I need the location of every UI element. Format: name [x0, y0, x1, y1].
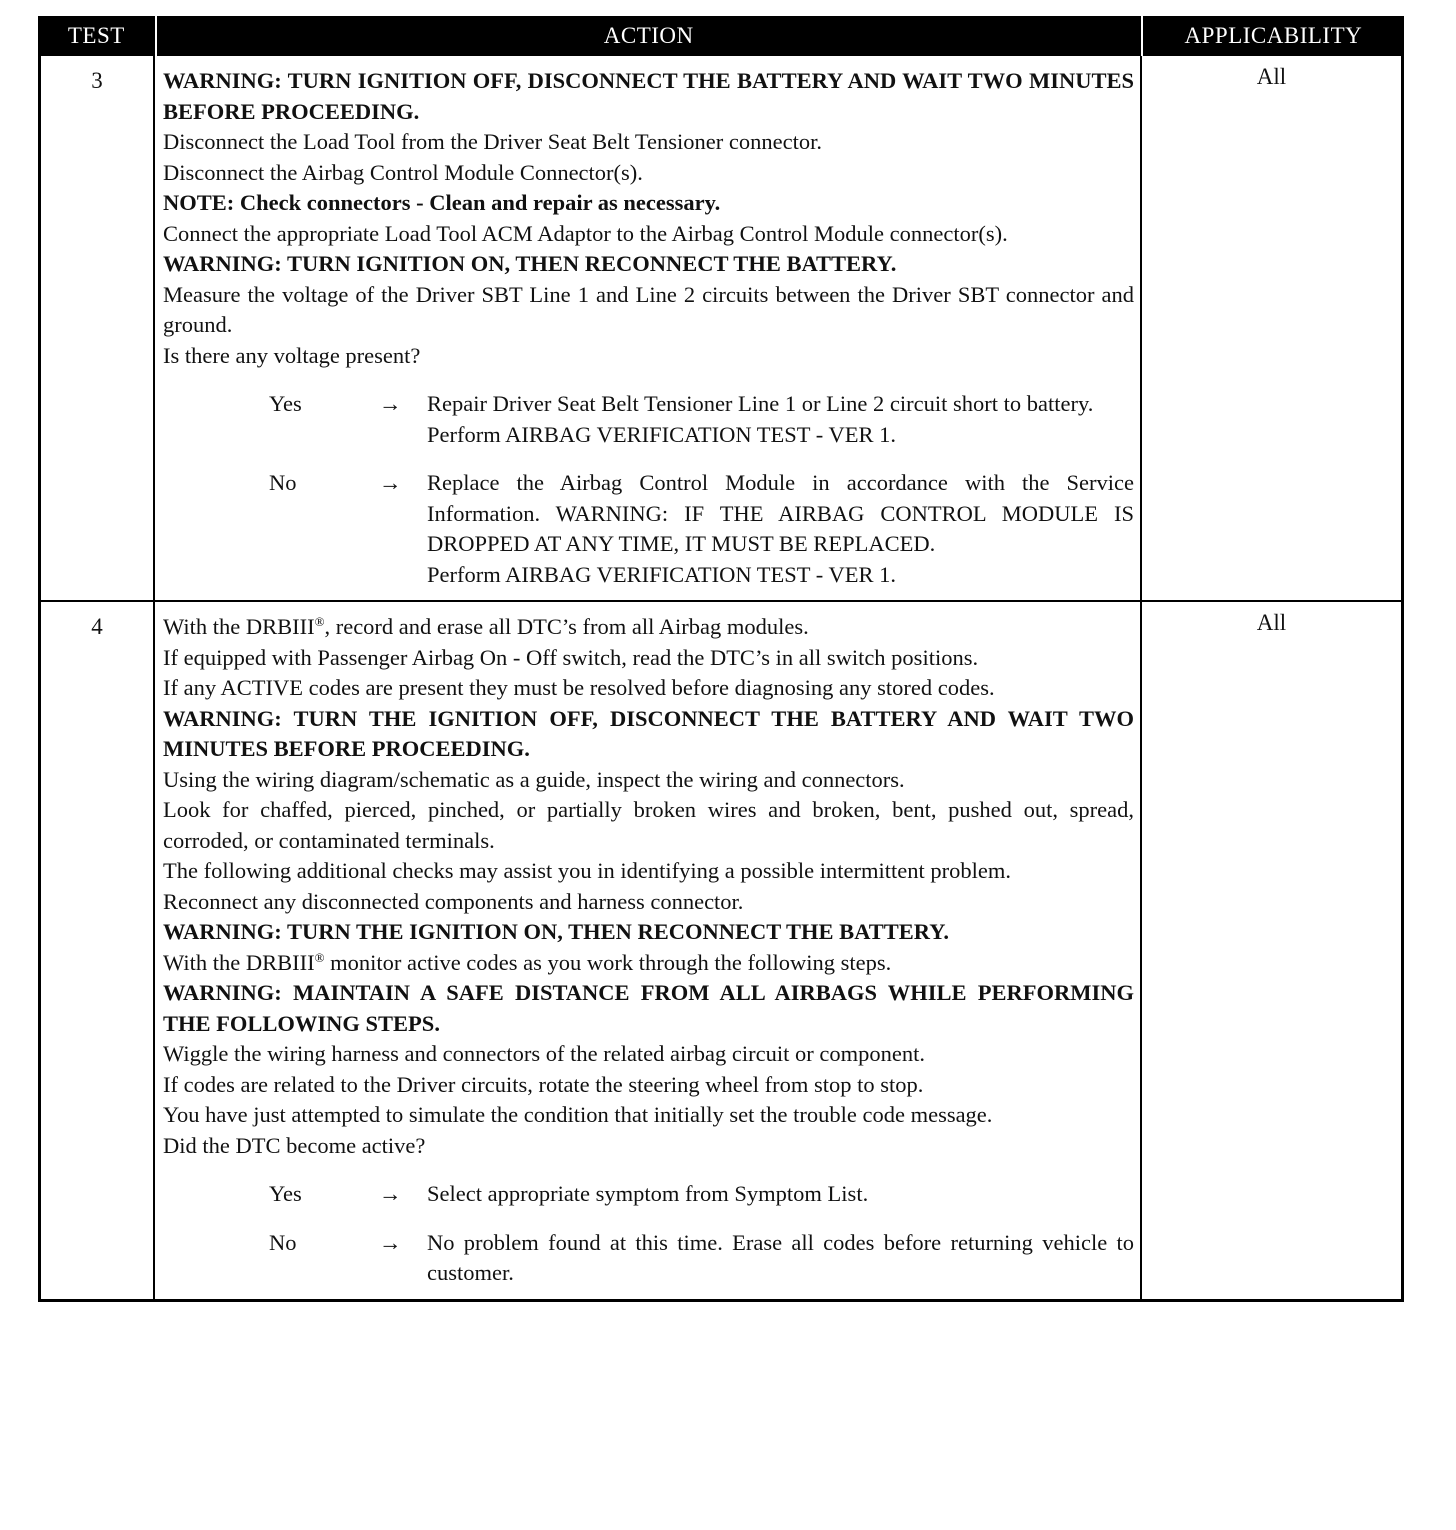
- answer-line: Perform AIRBAG VERIFICATION TEST - VER 1.: [427, 561, 896, 587]
- table-header: [38, 16, 1404, 56]
- warning-text: WARNING: MAINTAIN A SAFE DISTANCE FROM ALL AIRBAGS WHILE PERFORMING THE FOLLOWING STEPS.: [163, 980, 1134, 1036]
- registered-mark: ®: [314, 949, 325, 965]
- answer-no: [163, 1228, 1134, 1289]
- registered-mark: ®: [314, 614, 325, 629]
- instruction-text: The following additional checks may assist you in identifying a possible intermittent problem.: [163, 858, 1011, 883]
- answer-yes: [163, 389, 1134, 450]
- applicability-cell: All: [1256, 610, 1287, 635]
- answer-line: Select appropriate symptom from Symptom List.: [427, 1181, 869, 1206]
- warning-text: WARNING: TURN THE IGNITION ON, THEN RECONNECT THE BATTERY.: [163, 919, 950, 944]
- answer-label: Yes: [269, 391, 302, 416]
- answer-line: Repair Driver Seat Belt Tensioner Line 1 or Line 2 circuit short to battery.: [427, 391, 1094, 416]
- instruction-text: If any ACTIVE codes are present they must be resolved before diagnosing any stored codes.: [163, 675, 995, 700]
- warning-text: NOTE: Check connectors - Clean and repair as necessary.: [163, 190, 721, 215]
- instruction-text: Using the wiring diagram/schematic as a guide, inspect the wiring and connectors.: [163, 766, 905, 792]
- instruction-text: Is there any voltage present?: [163, 342, 421, 368]
- diagnostic-table: [38, 16, 1404, 1302]
- table-row-test-3: [38, 56, 1404, 602]
- answer-text: [427, 1228, 1134, 1289]
- arrow-right-icon: →: [379, 470, 402, 495]
- instruction-text: Look for chaffed, pierced, pinched, or partially broken wires and broken, bent, pushed out, spread, corroded, or contaminated terminals.: [163, 797, 1134, 853]
- instruction-text: If equipped with Passenger Airbag On - Off switch, read the DTC’s in all switch positions.: [163, 644, 979, 670]
- instruction-text: Disconnect the Load Tool from the Driver Seat Belt Tensioner connector.: [163, 129, 822, 154]
- arrow-right-icon: →: [379, 1181, 402, 1206]
- answer-no: [163, 468, 1134, 590]
- action-cell: [155, 56, 1142, 600]
- header-action: ACTION: [157, 16, 1143, 56]
- warning-text: WARNING: TURN IGNITION ON, THEN RECONNECT THE BATTERY.: [163, 251, 897, 276]
- instruction-text: Did the DTC become active?: [163, 1132, 426, 1158]
- answer-label: Yes: [269, 1181, 302, 1206]
- answer-line: Replace the Airbag Control Module in accordance with the Service Information. WARNING: IF THE AIRBAG CONTROL MODULE IS DROPPED AT ANY TIME, IT MUST BE REPLACED.: [427, 470, 1134, 556]
- answer-text: [427, 468, 1134, 590]
- applicability-cell: All: [1256, 64, 1287, 89]
- instruction-text: Connect the appropriate Load Tool ACM Adaptor to the Airbag Control Module connector(s).: [163, 220, 1008, 246]
- answer-label: No: [269, 1229, 297, 1255]
- test-number: 3: [41, 56, 155, 600]
- header-applicability: APPLICABILITY: [1184, 23, 1363, 48]
- warning-text: WARNING: TURN IGNITION OFF, DISCONNECT THE BATTERY AND WAIT TWO MINUTES BEFORE PROCEEDING.: [163, 68, 1134, 124]
- instruction-text: If codes are related to the Driver circuits, rotate the steering wheel from stop to stop.: [163, 1071, 924, 1097]
- arrow-right-icon: →: [379, 391, 402, 416]
- answer-text: [427, 1179, 1134, 1210]
- instruction-text: With the DRBIII® monitor active codes as you work through the following steps.: [163, 949, 892, 975]
- table-row-test-4: [38, 602, 1404, 1302]
- answer-yes: [163, 1179, 1134, 1210]
- instruction-text: Disconnect the Airbag Control Module Connector(s).: [163, 159, 643, 185]
- instruction-text: You have just attempted to simulate the condition that initially set the trouble code message.: [163, 1102, 993, 1127]
- action-cell: [155, 602, 1142, 1299]
- warning-text: WARNING: TURN THE IGNITION OFF, DISCONNECT THE BATTERY AND WAIT TWO MINUTES BEFORE PROCEEDING.: [163, 705, 1134, 761]
- instruction-text: Reconnect any disconnected components and harness connector.: [163, 888, 744, 914]
- answer-text: [427, 389, 1134, 450]
- test-number: 4: [41, 602, 155, 1299]
- answer-line: Perform AIRBAG VERIFICATION TEST - VER 1.: [427, 421, 896, 447]
- answer-line: No problem found at this time. Erase all codes before returning vehicle to customer.: [427, 1229, 1134, 1285]
- header-test: TEST: [38, 16, 157, 56]
- instruction-text: Wiggle the wiring harness and connectors of the related airbag circuit or component.: [163, 1041, 925, 1066]
- instruction-text: With the DRBIII®, record and erase all DTC’s from all Airbag modules.: [163, 614, 809, 639]
- arrow-right-icon: →: [379, 1229, 402, 1255]
- answer-label: No: [269, 470, 297, 495]
- instruction-text: Measure the voltage of the Driver SBT Line 1 and Line 2 circuits between the Driver SBT connector and ground.: [163, 281, 1134, 337]
